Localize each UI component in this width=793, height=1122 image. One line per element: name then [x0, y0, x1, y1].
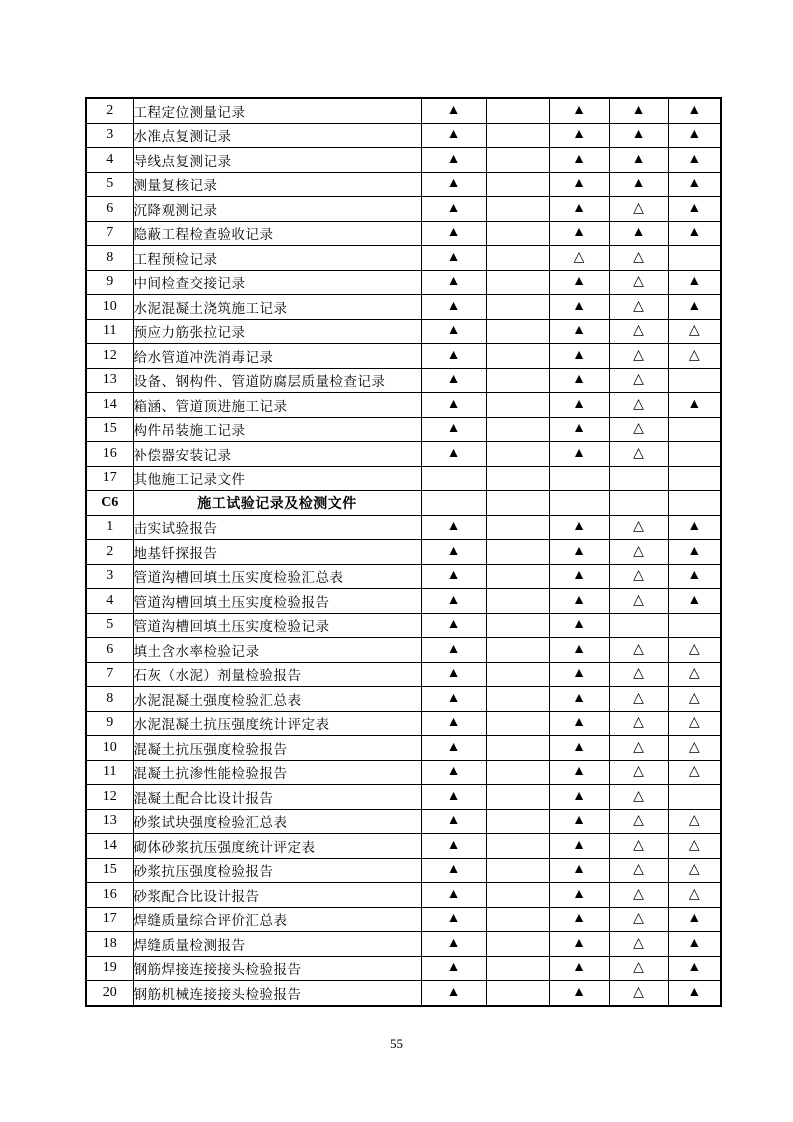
- filled-triangle-mark: ▲: [549, 613, 609, 638]
- hollow-triangle-mark: △: [609, 564, 668, 589]
- empty-mark-cell: [486, 736, 549, 761]
- filled-triangle-mark: ▲: [421, 368, 486, 393]
- row-label: 地基钎探报告: [133, 540, 421, 565]
- hollow-triangle-mark: △: [609, 736, 668, 761]
- filled-triangle-mark: ▲: [421, 613, 486, 638]
- row-number: 3: [86, 123, 133, 148]
- row-number: 13: [86, 368, 133, 393]
- hollow-triangle-mark: △: [668, 344, 721, 369]
- filled-triangle-mark: ▲: [549, 907, 609, 932]
- filled-triangle-mark: ▲: [668, 932, 721, 957]
- empty-mark-cell: [486, 221, 549, 246]
- filled-triangle-mark: ▲: [421, 711, 486, 736]
- filled-triangle-mark: ▲: [668, 98, 721, 123]
- row-label: 构件吊装施工记录: [133, 417, 421, 442]
- filled-triangle-mark: ▲: [668, 589, 721, 614]
- filled-triangle-mark: ▲: [549, 736, 609, 761]
- row-label: 钢筋焊接连接接头检验报告: [133, 956, 421, 981]
- row-label: 砂浆配合比设计报告: [133, 883, 421, 908]
- table-row: [86, 932, 721, 957]
- row-number: 18: [86, 932, 133, 957]
- row-number: 16: [86, 883, 133, 908]
- hollow-triangle-mark: △: [609, 809, 668, 834]
- empty-mark-cell: [486, 809, 549, 834]
- filled-triangle-mark: ▲: [668, 564, 721, 589]
- table-row: [86, 883, 721, 908]
- row-label: 中间检查交接记录: [133, 270, 421, 295]
- table-row: [86, 736, 721, 761]
- row-label: 填土含水率检验记录: [133, 638, 421, 663]
- row-label: 混凝土抗渗性能检验报告: [133, 760, 421, 785]
- row-label: 导线点复测记录: [133, 148, 421, 173]
- hollow-triangle-mark: △: [609, 687, 668, 712]
- empty-mark-cell: [549, 466, 609, 491]
- hollow-triangle-mark: △: [668, 883, 721, 908]
- table-body: [86, 98, 721, 1006]
- empty-mark-cell: [486, 613, 549, 638]
- filled-triangle-mark: ▲: [549, 760, 609, 785]
- hollow-triangle-mark: △: [668, 711, 721, 736]
- hollow-triangle-mark: △: [609, 197, 668, 222]
- hollow-triangle-mark: △: [609, 344, 668, 369]
- hollow-triangle-mark: △: [609, 319, 668, 344]
- filled-triangle-mark: ▲: [549, 123, 609, 148]
- filled-triangle-mark: ▲: [421, 515, 486, 540]
- table-row: [86, 662, 721, 687]
- empty-mark-cell: [486, 197, 549, 222]
- empty-mark-cell: [609, 491, 668, 516]
- row-label: 焊缝质量综合评价汇总表: [133, 907, 421, 932]
- row-label: 预应力筋张拉记录: [133, 319, 421, 344]
- row-label: 水泥混凝土浇筑施工记录: [133, 295, 421, 320]
- empty-mark-cell: [668, 466, 721, 491]
- filled-triangle-mark: ▲: [549, 540, 609, 565]
- empty-mark-cell: [486, 319, 549, 344]
- hollow-triangle-mark: △: [609, 981, 668, 1006]
- row-label: 水泥混凝土强度检验汇总表: [133, 687, 421, 712]
- filled-triangle-mark: ▲: [549, 368, 609, 393]
- filled-triangle-mark: ▲: [421, 907, 486, 932]
- filled-triangle-mark: ▲: [668, 393, 721, 418]
- row-label: 沉降观测记录: [133, 197, 421, 222]
- empty-mark-cell: [486, 466, 549, 491]
- table-row: [86, 687, 721, 712]
- section-header-row: [86, 491, 721, 516]
- table-row: [86, 907, 721, 932]
- filled-triangle-mark: ▲: [609, 221, 668, 246]
- row-label: 其他施工记录文件: [133, 466, 421, 491]
- empty-mark-cell: [486, 638, 549, 663]
- empty-mark-cell: [421, 466, 486, 491]
- row-number: 8: [86, 246, 133, 271]
- table-row: [86, 981, 721, 1006]
- empty-mark-cell: [486, 442, 549, 467]
- row-label: 混凝土配合比设计报告: [133, 785, 421, 810]
- filled-triangle-mark: ▲: [421, 417, 486, 442]
- filled-triangle-mark: ▲: [668, 197, 721, 222]
- row-label: 钢筋机械连接接头检验报告: [133, 981, 421, 1006]
- filled-triangle-mark: ▲: [421, 564, 486, 589]
- empty-mark-cell: [486, 368, 549, 393]
- hollow-triangle-mark: △: [609, 760, 668, 785]
- table-row: [86, 540, 721, 565]
- hollow-triangle-mark: △: [668, 736, 721, 761]
- empty-mark-cell: [486, 491, 549, 516]
- filled-triangle-mark: ▲: [421, 883, 486, 908]
- page-number: 55: [390, 1036, 403, 1051]
- filled-triangle-mark: ▲: [668, 270, 721, 295]
- filled-triangle-mark: ▲: [421, 858, 486, 883]
- table-row: [86, 466, 721, 491]
- filled-triangle-mark: ▲: [421, 736, 486, 761]
- table-row: [86, 858, 721, 883]
- empty-mark-cell: [668, 491, 721, 516]
- empty-mark-cell: [609, 613, 668, 638]
- filled-triangle-mark: ▲: [421, 442, 486, 467]
- empty-mark-cell: [486, 98, 549, 123]
- filled-triangle-mark: ▲: [421, 785, 486, 810]
- empty-mark-cell: [486, 172, 549, 197]
- table-row: [86, 785, 721, 810]
- filled-triangle-mark: ▲: [549, 442, 609, 467]
- filled-triangle-mark: ▲: [421, 638, 486, 663]
- row-number: 8: [86, 687, 133, 712]
- row-label: 混凝土抗压强度检验报告: [133, 736, 421, 761]
- hollow-triangle-mark: △: [668, 638, 721, 663]
- hollow-triangle-mark: △: [668, 760, 721, 785]
- hollow-triangle-mark: △: [668, 662, 721, 687]
- table-row: [86, 246, 721, 271]
- filled-triangle-mark: ▲: [668, 123, 721, 148]
- filled-triangle-mark: ▲: [668, 172, 721, 197]
- empty-mark-cell: [549, 491, 609, 516]
- document-table: [85, 97, 722, 1007]
- empty-mark-cell: [421, 491, 486, 516]
- filled-triangle-mark: ▲: [549, 589, 609, 614]
- filled-triangle-mark: ▲: [668, 956, 721, 981]
- table-row: [86, 368, 721, 393]
- row-label: 工程定位测量记录: [133, 98, 421, 123]
- hollow-triangle-mark: △: [609, 907, 668, 932]
- table-row: [86, 270, 721, 295]
- row-label: 管道沟槽回填土压实度检验汇总表: [133, 564, 421, 589]
- hollow-triangle-mark: △: [609, 393, 668, 418]
- table-row: [86, 564, 721, 589]
- empty-mark-cell: [486, 246, 549, 271]
- row-label: 测量复核记录: [133, 172, 421, 197]
- empty-mark-cell: [668, 368, 721, 393]
- filled-triangle-mark: ▲: [549, 932, 609, 957]
- filled-triangle-mark: ▲: [549, 515, 609, 540]
- filled-triangle-mark: ▲: [549, 344, 609, 369]
- section-code: C6: [86, 491, 133, 516]
- row-number: 9: [86, 711, 133, 736]
- table-row: [86, 295, 721, 320]
- filled-triangle-mark: ▲: [421, 270, 486, 295]
- table-row: [86, 197, 721, 222]
- empty-mark-cell: [486, 540, 549, 565]
- empty-mark-cell: [486, 858, 549, 883]
- empty-mark-cell: [668, 613, 721, 638]
- empty-mark-cell: [486, 344, 549, 369]
- filled-triangle-mark: ▲: [549, 858, 609, 883]
- row-label: 水泥混凝土抗压强度统计评定表: [133, 711, 421, 736]
- filled-triangle-mark: ▲: [668, 981, 721, 1006]
- empty-mark-cell: [486, 564, 549, 589]
- row-number: 19: [86, 956, 133, 981]
- hollow-triangle-mark: △: [609, 270, 668, 295]
- filled-triangle-mark: ▲: [549, 981, 609, 1006]
- empty-mark-cell: [486, 932, 549, 957]
- table-row: [86, 221, 721, 246]
- filled-triangle-mark: ▲: [549, 883, 609, 908]
- filled-triangle-mark: ▲: [549, 809, 609, 834]
- empty-mark-cell: [486, 834, 549, 859]
- filled-triangle-mark: ▲: [421, 393, 486, 418]
- table-row: [86, 344, 721, 369]
- empty-mark-cell: [486, 270, 549, 295]
- hollow-triangle-mark: △: [609, 785, 668, 810]
- hollow-triangle-mark: △: [609, 834, 668, 859]
- row-number: 3: [86, 564, 133, 589]
- row-number: 14: [86, 834, 133, 859]
- filled-triangle-mark: ▲: [549, 98, 609, 123]
- hollow-triangle-mark: △: [609, 858, 668, 883]
- empty-mark-cell: [486, 883, 549, 908]
- row-label: 砂浆试块强度检验汇总表: [133, 809, 421, 834]
- filled-triangle-mark: ▲: [421, 148, 486, 173]
- table-row: [86, 760, 721, 785]
- filled-triangle-mark: ▲: [421, 172, 486, 197]
- row-number: 17: [86, 466, 133, 491]
- row-number: 6: [86, 638, 133, 663]
- row-label: 石灰（水泥）剂量检验报告: [133, 662, 421, 687]
- table-row: [86, 148, 721, 173]
- empty-mark-cell: [486, 785, 549, 810]
- row-number: 2: [86, 540, 133, 565]
- filled-triangle-mark: ▲: [421, 123, 486, 148]
- empty-mark-cell: [668, 246, 721, 271]
- empty-mark-cell: [486, 123, 549, 148]
- table-row: [86, 809, 721, 834]
- row-number: 10: [86, 736, 133, 761]
- row-number: 1: [86, 515, 133, 540]
- table-row: [86, 123, 721, 148]
- empty-mark-cell: [486, 589, 549, 614]
- hollow-triangle-mark: △: [668, 687, 721, 712]
- row-label: 给水管道冲洗消毒记录: [133, 344, 421, 369]
- filled-triangle-mark: ▲: [421, 295, 486, 320]
- table-row: [86, 613, 721, 638]
- empty-mark-cell: [486, 760, 549, 785]
- filled-triangle-mark: ▲: [421, 98, 486, 123]
- empty-mark-cell: [486, 295, 549, 320]
- hollow-triangle-mark: △: [609, 638, 668, 663]
- filled-triangle-mark: ▲: [549, 662, 609, 687]
- filled-triangle-mark: ▲: [549, 417, 609, 442]
- filled-triangle-mark: ▲: [549, 785, 609, 810]
- table-row: [86, 589, 721, 614]
- empty-mark-cell: [486, 417, 549, 442]
- row-label: 砌体砂浆抗压强度统计评定表: [133, 834, 421, 859]
- table-row: [86, 393, 721, 418]
- filled-triangle-mark: ▲: [609, 172, 668, 197]
- empty-mark-cell: [668, 785, 721, 810]
- filled-triangle-mark: ▲: [421, 687, 486, 712]
- filled-triangle-mark: ▲: [421, 319, 486, 344]
- hollow-triangle-mark: △: [609, 540, 668, 565]
- hollow-triangle-mark: △: [609, 515, 668, 540]
- table-row: [86, 711, 721, 736]
- row-number: 14: [86, 393, 133, 418]
- empty-mark-cell: [486, 711, 549, 736]
- hollow-triangle-mark: △: [609, 442, 668, 467]
- filled-triangle-mark: ▲: [549, 834, 609, 859]
- row-label: 隐蔽工程检查验收记录: [133, 221, 421, 246]
- row-number: 20: [86, 981, 133, 1006]
- filled-triangle-mark: ▲: [421, 662, 486, 687]
- row-number: 7: [86, 662, 133, 687]
- filled-triangle-mark: ▲: [421, 221, 486, 246]
- row-label: 水准点复测记录: [133, 123, 421, 148]
- filled-triangle-mark: ▲: [609, 148, 668, 173]
- filled-triangle-mark: ▲: [549, 564, 609, 589]
- table-row: [86, 98, 721, 123]
- hollow-triangle-mark: △: [609, 662, 668, 687]
- row-number: 15: [86, 417, 133, 442]
- section-title: 施工试验记录及检测文件: [133, 491, 421, 516]
- row-number: 15: [86, 858, 133, 883]
- hollow-triangle-mark: △: [668, 319, 721, 344]
- row-label: 管道沟槽回填土压实度检验记录: [133, 613, 421, 638]
- row-number: 12: [86, 785, 133, 810]
- empty-mark-cell: [486, 687, 549, 712]
- table-row: [86, 834, 721, 859]
- empty-mark-cell: [486, 662, 549, 687]
- row-label: 箱涵、管道顶进施工记录: [133, 393, 421, 418]
- filled-triangle-mark: ▲: [549, 956, 609, 981]
- table-row: [86, 417, 721, 442]
- row-number: 9: [86, 270, 133, 295]
- row-label: 设备、钢构件、管道防腐层质量检查记录: [133, 368, 421, 393]
- hollow-triangle-mark: △: [609, 295, 668, 320]
- filled-triangle-mark: ▲: [549, 319, 609, 344]
- row-label: 焊缝质量检测报告: [133, 932, 421, 957]
- hollow-triangle-mark: △: [609, 711, 668, 736]
- filled-triangle-mark: ▲: [609, 123, 668, 148]
- row-label: 工程预检记录: [133, 246, 421, 271]
- filled-triangle-mark: ▲: [421, 589, 486, 614]
- row-number: 13: [86, 809, 133, 834]
- filled-triangle-mark: ▲: [549, 270, 609, 295]
- filled-triangle-mark: ▲: [549, 393, 609, 418]
- filled-triangle-mark: ▲: [421, 981, 486, 1006]
- filled-triangle-mark: ▲: [549, 221, 609, 246]
- filled-triangle-mark: ▲: [421, 344, 486, 369]
- filled-triangle-mark: ▲: [421, 834, 486, 859]
- row-label: 击实试验报告: [133, 515, 421, 540]
- filled-triangle-mark: ▲: [421, 760, 486, 785]
- row-number: 10: [86, 295, 133, 320]
- filled-triangle-mark: ▲: [421, 932, 486, 957]
- filled-triangle-mark: ▲: [549, 295, 609, 320]
- filled-triangle-mark: ▲: [421, 540, 486, 565]
- filled-triangle-mark: ▲: [668, 148, 721, 173]
- row-number: 4: [86, 589, 133, 614]
- row-number: 12: [86, 344, 133, 369]
- empty-mark-cell: [668, 417, 721, 442]
- table-row: [86, 319, 721, 344]
- hollow-triangle-mark: △: [668, 809, 721, 834]
- filled-triangle-mark: ▲: [549, 148, 609, 173]
- filled-triangle-mark: ▲: [668, 907, 721, 932]
- filled-triangle-mark: ▲: [609, 98, 668, 123]
- filled-triangle-mark: ▲: [549, 197, 609, 222]
- hollow-triangle-mark: △: [668, 834, 721, 859]
- row-number: 6: [86, 197, 133, 222]
- table-row: [86, 442, 721, 467]
- hollow-triangle-mark: △: [668, 858, 721, 883]
- row-number: 16: [86, 442, 133, 467]
- filled-triangle-mark: ▲: [549, 687, 609, 712]
- empty-mark-cell: [486, 956, 549, 981]
- row-label: 管道沟槽回填土压实度检验报告: [133, 589, 421, 614]
- hollow-triangle-mark: △: [609, 956, 668, 981]
- table-row: [86, 956, 721, 981]
- filled-triangle-mark: ▲: [421, 246, 486, 271]
- filled-triangle-mark: ▲: [549, 711, 609, 736]
- row-number: 4: [86, 148, 133, 173]
- empty-mark-cell: [486, 393, 549, 418]
- hollow-triangle-mark: △: [609, 368, 668, 393]
- filled-triangle-mark: ▲: [421, 809, 486, 834]
- empty-mark-cell: [486, 515, 549, 540]
- filled-triangle-mark: ▲: [668, 221, 721, 246]
- empty-mark-cell: [668, 442, 721, 467]
- filled-triangle-mark: ▲: [549, 638, 609, 663]
- filled-triangle-mark: ▲: [421, 956, 486, 981]
- hollow-triangle-mark: △: [609, 883, 668, 908]
- hollow-triangle-mark: △: [609, 932, 668, 957]
- empty-mark-cell: [486, 981, 549, 1006]
- hollow-triangle-mark: △: [609, 246, 668, 271]
- row-label: 砂浆抗压强度检验报告: [133, 858, 421, 883]
- empty-mark-cell: [486, 148, 549, 173]
- filled-triangle-mark: ▲: [421, 197, 486, 222]
- row-label: 补偿器安装记录: [133, 442, 421, 467]
- row-number: 5: [86, 613, 133, 638]
- row-number: 7: [86, 221, 133, 246]
- hollow-triangle-mark: △: [609, 589, 668, 614]
- row-number: 17: [86, 907, 133, 932]
- filled-triangle-mark: ▲: [668, 540, 721, 565]
- table-row: [86, 515, 721, 540]
- table-row: [86, 638, 721, 663]
- hollow-triangle-mark: △: [549, 246, 609, 271]
- hollow-triangle-mark: △: [609, 417, 668, 442]
- row-number: 5: [86, 172, 133, 197]
- row-number: 11: [86, 319, 133, 344]
- filled-triangle-mark: ▲: [549, 172, 609, 197]
- empty-mark-cell: [486, 907, 549, 932]
- filled-triangle-mark: ▲: [668, 295, 721, 320]
- table-row: [86, 172, 721, 197]
- filled-triangle-mark: ▲: [668, 515, 721, 540]
- empty-mark-cell: [609, 466, 668, 491]
- row-number: 11: [86, 760, 133, 785]
- row-number: 2: [86, 98, 133, 123]
